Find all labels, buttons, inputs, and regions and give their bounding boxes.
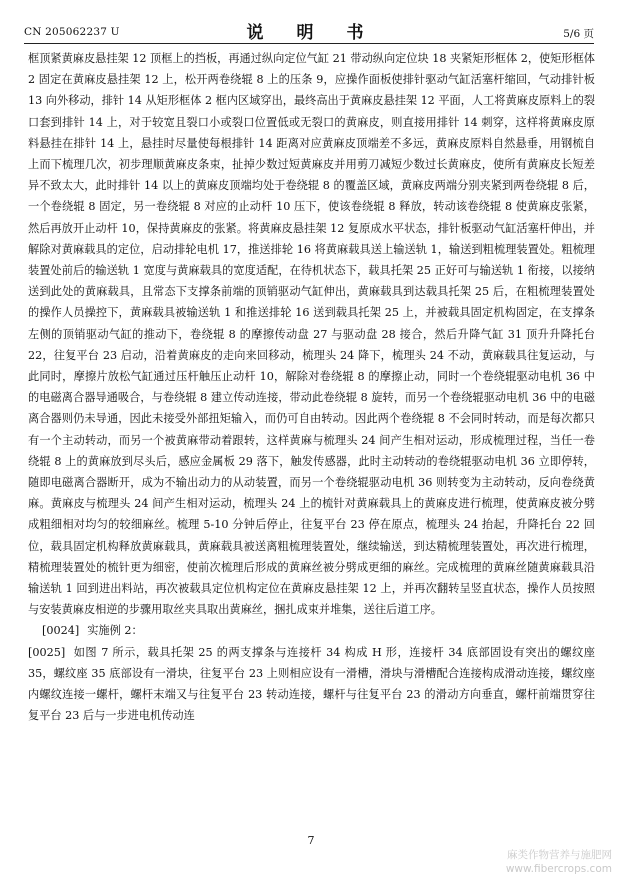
patent-number: CN 205062237 U xyxy=(24,26,120,38)
paragraph-number-0024: [0024] xyxy=(42,624,80,638)
header-rule xyxy=(24,43,594,44)
page-number: 7 xyxy=(307,834,315,847)
page-header xyxy=(24,16,594,42)
paragraph-0025 xyxy=(28,642,595,727)
paragraph-continuation: 框顶紧黄麻皮悬挂架 12 顶框上的挡板，再通过纵向定位气缸 21 带动纵向定位块 18 夹紧矩形框体 2，使矩形框体 2 固定在黄麻皮悬挂架 12 上，松开两卷绕辊 8 上的压条 9，应操作面板使排针驱动气缸活塞杆缩回，气动排针板 13 向外移动，排针 14 从矩形框体 2 框内区域穿出，最终高出于黄麻皮悬挂架 12 平面，人工将黄麻皮原料上的裂口套到排针 14 上，对于较宽且裂口小或裂口位置低或无裂口的黄麻皮，则直接用排针 14 刺穿，这样将黄麻皮原料悬挂在排针 14 上，悬挂时尽量使每根排针 14 距离对应黄麻皮顶端差不多远，黄麻皮原料自然悬垂，用钢梳自上而下梳理几次，初步理顺黄麻皮条束，扯掉少数过短黄麻皮并用剪刀减短少数过长黄麻皮，使所有黄麻皮长短差异不致太大，此时排针 14 以上的黄麻皮顶端均处于卷绕辊 8 的覆盖区域，黄麻皮两端分别夹紧到两卷绕辊 8 后，一个卷绕辊 8 固定，另一卷绕辊 8 对应的止动杆 10 压下，使该卷绕辊 8 释放，转动该卷绕辊 8 使黄麻皮张紧，然后再放开止动杆 10，保持黄麻皮的张紧。将黄麻皮悬挂架 12 复原成水平状态，排针板驱动气缸活塞杆伸出，并解除对黄麻载具的定位，启动排轮电机 17，推送排轮 16 将黄麻载具送上输送轨 1，输送到粗梳理装置处。粗梳理装置处前后的输送轨 1 宽度与黄麻载具的宽度适配，在待机状态下，载具托架 25 正好可与输送轨 1 衔接，以接纳送到此处的黄麻载具，且常态下支撑条前端的顶销驱动气缸伸出，黄麻载具到达载具托架 25 后，在粗梳理装置处的操作人员操控下，黄麻载具被输送轨 1 和推送排轮 16 送到载具托架 25 上，并被载具固定机构固定，在支撑条左侧的顶销驱动气缸的推动下，卷绕辊 8 的摩擦传动盘 27 与驱动盘 28 接合，然后升降气缸 31 顶升升降托台 22，往复平台 23 启动，沿着黄麻皮的走向来回移动，梳理头 24 降下，梳理头 24 不动，黄麻载具往复运动，与此同时，摩擦片放松气缸通过压杆触压止动杆 10，解除对卷绕辊 8 的摩擦止动，同时一个卷绕辊驱动电机 36 中的电磁离合器导通吸合，与卷绕辊 8 建立传动连接，带动此卷绕辊 8 旋转，而另一个卷绕辊驱动电机 36 中的电磁离合器则仍未导通，因此未接受外部扭矩输入，而仍可自由转动。因此两个卷绕辊 8 不会同时转动，而是每次都只有一个主动转动，而另一个被黄麻带动着跟转，这样黄麻与梳理头 24 间产生相对运动，形成梳理过程，当任一卷绕辊 8 上的黄麻放到尽头后，感应金属板 29 落下，触发传感器，此时主动转动的卷绕辊驱动电机 36 立即停转，随即电磁离合器断开，成为不输出动力的从动装置，而另一个卷绕辊驱动电机 36 则转变为主动转动，反向卷绕黄麻。黄麻皮与梳理头 24 间产生相对运动，梳理头 24 上的梳针对黄麻载具上的黄麻皮进行梳理，使黄麻皮被分劈成粗细相对均匀的较细麻丝。梳理 5-10 分钟后停止，往复平台 23 停在原点，梳理头 24 抬起，升降托台 22 回位，载具固定机构释放黄麻载具，黄麻载具被送离粗梳理装置处，继续输送，到达精梳理装置处，再次进行梳理，精梳理装置处的梳针更为细密，使前次梳理后形成的黄麻丝被分劈成更细的麻丝。完成梳理的黄麻丝随黄麻载具沿输送轨 1 回到进出料站，再次被载具定位机构定位在黄麻皮悬挂架 12 上，并再次翻转呈竖直状态，操作人员按照与安装黄麻皮相逆的步骤用取丝夹具取出黄麻丝，捆扎成束并堆集，送往后道工序。 xyxy=(28,52,595,617)
embodiment-heading: 实施例 2： xyxy=(87,624,143,638)
paragraph-number-0025: [0025] xyxy=(28,645,66,659)
watermark-url: www.fibercrops.com xyxy=(505,863,612,875)
page-indicator: 5/6 页 xyxy=(563,28,594,40)
watermark-site-name: 麻类作物营养与施肥网 xyxy=(507,849,612,861)
paragraph-0024 xyxy=(28,620,595,641)
document-title: 说 明 书 xyxy=(246,23,372,43)
document-body xyxy=(28,48,595,727)
watermark xyxy=(506,848,612,876)
paragraph-0025-text: 如图 7 所示，载具托架 25 的两支撑条与连接杆 34 构成 H 形，连接杆 34 底部固设有突出的螺纹座 35，螺纹座 35 底部设有一滑块，往复平台 23 上则相应设有一滑槽，滑块与滑槽配合连接构成滑动连接，螺纹座内螺纹连接一螺杆，螺杆末端又与往复平台 23 转动连接，螺杆与往复平台 23 的滑动方向垂直，螺杆前端贯穿往复平台 23 后与一步进电机传动连 xyxy=(28,645,595,723)
